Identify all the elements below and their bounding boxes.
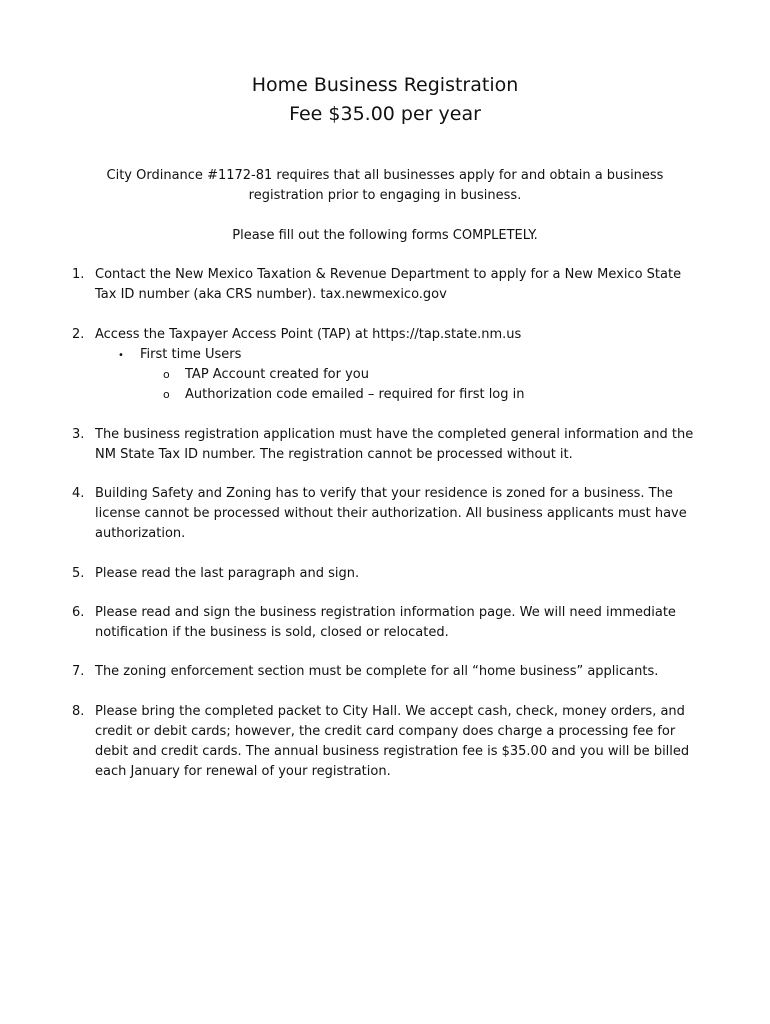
subitem-tap-account	[163, 365, 369, 385]
step-text: Please bring the completed packet to City Hall. We accept cash, check, money orders, and credit or debit cards; however, the credit card company does charge a processing fee for debit and credit cards. The annual business registration fee is $35.00 and you will be billed each January for renewal of your registration.	[95, 704, 690, 779]
fee-subtitle: Fee $35.00 per year	[289, 103, 481, 125]
circle-bullet-icon: o	[163, 368, 170, 381]
step-item-5	[72, 564, 702, 584]
step-text: Access the Taxpayer Access Point (TAP) at https://tap.state.nm.us	[95, 327, 522, 342]
step-text: Please read the last paragraph and sign.	[95, 566, 360, 581]
bullet-icon: •	[118, 350, 124, 361]
step-item-1	[72, 265, 702, 305]
step-item-2	[72, 325, 702, 345]
step-item-3	[72, 425, 702, 465]
step-text: Building Safety and Zoning has to verify that your residence is zoned for a business. The license cannot be processed without their authorization. All business applicants must have authorization.	[95, 486, 687, 541]
circle-bullet-icon: o	[163, 388, 170, 401]
step-number: 3.	[72, 427, 85, 442]
step-text: The business registration application must have the completed general information and the NM State Tax ID number. The registration cannot be processed without it.	[95, 427, 694, 462]
step-number: 7.	[72, 664, 85, 679]
step-text: Contact the New Mexico Taxation & Revenue Department to apply for a New Mexico State Tax ID number (aka CRS number). tax.newmexico.gov	[95, 267, 682, 302]
bullet-text: First time Users	[140, 347, 242, 362]
instruction-paragraph: Please fill out the following forms COMPLETELY.	[232, 228, 538, 243]
step-number: 2.	[72, 327, 85, 342]
step-number: 6.	[72, 605, 85, 620]
step-number: 8.	[72, 704, 85, 719]
step-number: 5.	[72, 566, 85, 581]
bullet-first-time-users	[118, 345, 241, 366]
step-number: 4.	[72, 486, 85, 501]
step-item-6	[72, 603, 702, 643]
subitem-authorization-code	[163, 385, 525, 405]
step-number: 1.	[72, 267, 85, 282]
subitem-text: Authorization code emailed – required for first log in	[185, 387, 525, 402]
subitem-text: TAP Account created for you	[185, 367, 369, 382]
step-item-7	[72, 662, 702, 682]
step-text: The zoning enforcement section must be complete for all “home business” applicants.	[95, 664, 659, 679]
step-text: Please read and sign the business registration information page. We will need immediate notification if the business is sold, closed or relocated.	[95, 605, 676, 640]
step-item-8	[72, 702, 702, 782]
ordinance-paragraph: City Ordinance #1172-81 requires that all businesses apply for and obtain a business registration prior to engaging in business.	[106, 168, 664, 203]
page-title: Home Business Registration	[251, 74, 519, 96]
step-item-4	[72, 484, 702, 544]
